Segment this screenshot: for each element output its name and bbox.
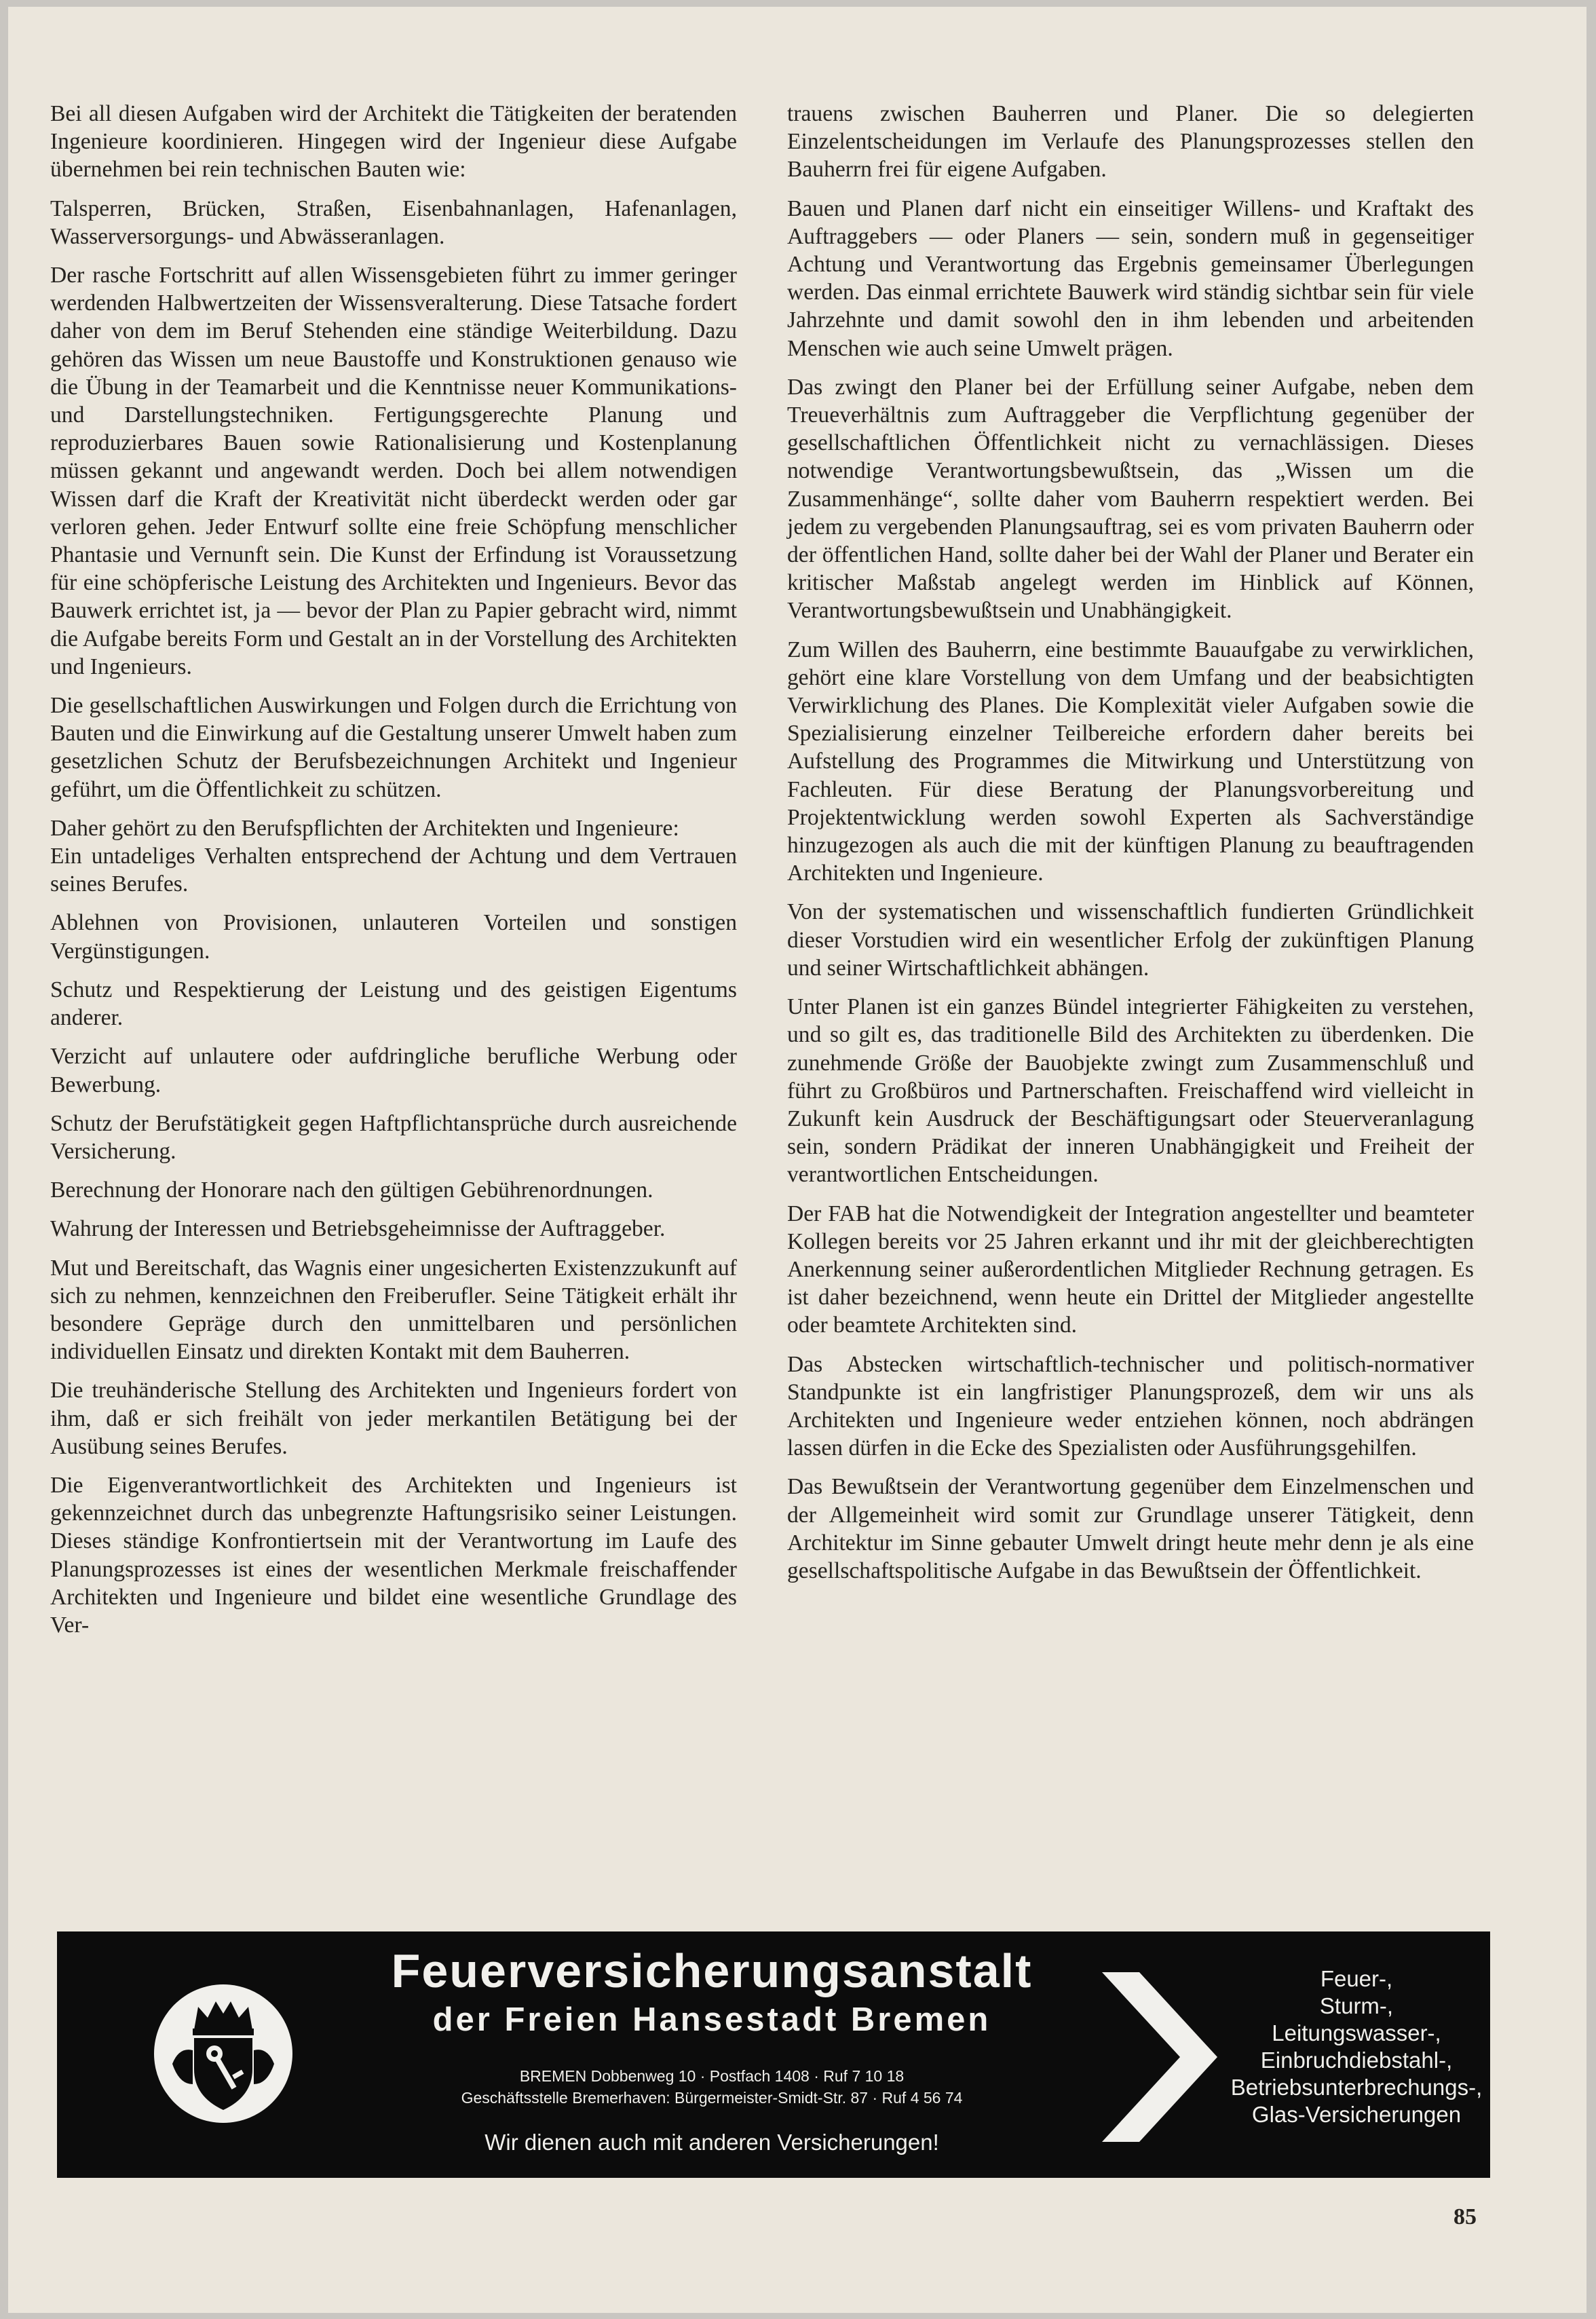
paragraph: Daher gehört zu den Berufspflichten der Architekten und Ingenieure: Ein untadeliges Verhalten entsprechend der Achtung und dem Vertrauen seines Berufes. [50, 815, 737, 897]
paragraph: Die treuhänderische Stellung des Architekten und Ingenieurs fordert von ihm, daß er sich freihält von jeder merkantilen Betätigung bei der Ausübung seines Berufes. [50, 1378, 737, 1459]
paragraph: Das Abstecken wirtschaftlich-technischer und politisch-normativer Standpunkte ist ein langfristiger Planungsprozeß, dem wir uns als Architekten und Ingenieure weder entziehen können, noch abdrängen lassen dürfen in die Ecke des Spezialisten oder Ausführungsgehilfen. [787, 1351, 1474, 1461]
paragraph: Unter Planen ist ein ganzes Bündel integrierter Fähigkeiten zu verstehen, und so gilt es, das traditionelle Bild des Architekten zu überdenken. Die zunehmende Größe der Bauobjekte zwingt zum Zusammenschluß und führt zu Großbüros und Partnerschaften. Freischaffend wird vielleicht in Zukunft kein Ausdruck der Beschäftigungsart oder Steuerveranlagung sein, sondern Prädikat der inneren Unabhängigkeit und Freiheit der verantwortlichen Entscheidungen. [787, 994, 1474, 1188]
paragraph: Wahrung der Interessen und Betriebsgeheimnisse der Auftraggeber. [50, 1216, 666, 1242]
paragraph: Schutz und Respektierung der Leistung und des geistigen Eigentums anderer. [50, 977, 737, 1031]
right-text-column [787, 100, 1474, 1596]
service-item: Leitungswasser-, [1272, 2020, 1441, 2045]
paragraph: Schutz der Berufstätigkeit gegen Haftpflichtansprüche durch ausreichende Versicherung. [50, 1110, 737, 1164]
page-number: 85 [1454, 2204, 1477, 2229]
paragraph: Von der systematischen und wissenschaftlich fundierten Gründlichkeit dieser Vorstudien wird ein wesentlicher Erfolg der zukünftigen Planung und seiner Wirtschaftlichkeit abhängen. [787, 899, 1474, 981]
slogan: Wir dienen auch mit anderen Versicherungen! [484, 2130, 939, 2155]
magazine-page [8, 7, 1586, 2313]
paragraph: Verzicht auf unlautere oder aufdringliche berufliche Werbung oder Bewerbung. [50, 1044, 737, 1097]
insurer-subtitle: der Freien Hansestadt Bremen [432, 2001, 991, 2038]
left-text-column [50, 100, 737, 1650]
paragraph: Ablehnen von Provisionen, unlauteren Vorteilen und sonstigen Vergünstigungen. [50, 910, 737, 964]
paragraph: Der FAB hat die Notwendigkeit der Integration angestellter und beamteter Kollegen bereits vor 25 Jahren erkannt und ihr mit der gleichberechtigten Anerkennung seiner außerordentlichen Mitglieder Rechnung getragen. Es ist daher bezeichnend, wenn heute ein Drittel der Mitglieder angestellte oder beamtete Architekten sind. [787, 1201, 1474, 1338]
paragraph: Das zwingt den Planer bei der Erfüllung seiner Aufgabe, neben dem Treueverhältnis zum Auftraggeber die Verpflichtung gegenüber der gesellschaftlichen Öffentlichkeit nicht zu vernachlässigen. Dieses notwendige Verantwortungsbewußtsein, das „Wissen um die Zusammenhänge“, sollte daher vom Bauherrn respektiert werden. Bei jedem zu vergebenden Planungsauftrag, sei es vom privaten Bauherrn oder der öffentlichen Hand, sollte daher bei der Wahl der Planer und Berater ein kritischer Maßstab angelegt werden im Hinblick auf Können, Verantwortungsbewußtsein und Unabhängigkeit. [787, 374, 1474, 624]
paragraph: Die gesellschaftlichen Auswirkungen und Folgen durch die Errichtung von Bauten und die Einwirkung auf die Gestaltung unserer Umwelt haben zum gesetzlichen Schutz der Berufsbezeichnungen Architekt und Ingenieur geführt, um die Öffentlichkeit zu schützen. [50, 693, 737, 802]
paragraph: Bauen und Planen darf nicht ein einseitiger Willens- und Kraftakt des Auftraggebers — oder Planers — sein, sondern muß in gegenseitiger Achtung und Verantwortung das Ergebnis gemeinsamer Überlegungen werden. Das einmal errichtete Bauwerk wird ständig sichtbar sein für viele Jahrzehnte und damit sowohl den in ihm lebenden und arbeitenden Menschen wie auch seine Umwelt prägen. [787, 195, 1474, 361]
service-item: Betriebsunterbrechungs-, [1230, 2075, 1483, 2100]
address-line: Geschäftsstelle Bremerhaven: Bürgermeister-Smidt-Str. 87 · Ruf 4 56 74 [461, 2089, 963, 2107]
paragraph: Zum Willen des Bauherrn, eine bestimmte Bauaufgabe zu verwirklichen, gehört eine klare Vorstellung von dem Umfang und der beabsichtigten Verwirklichung des Planes. Die Komplexität vieler Aufgaben sowie die Spezialisierung einzelner Teilbereiche erfordern daher bereits bei Aufstellung des Programmes die Mitwirkung und Unterstützung von Fachleuten. Für diese Beratung der Planungsvorbereitung und Projektentwicklung werden sowohl Experten als Sachverständige hinzugezogen als auch die mit der künftigen Planung zu beauftragenden Architekten und Ingenieure. [787, 637, 1474, 886]
insurance-advertisement [57, 1931, 1490, 2178]
service-item: Einbruchdiebstahl-, [1260, 2048, 1453, 2073]
paragraph: Der rasche Fortschritt auf allen Wissensgebieten führt zu immer geringer werdenden Halbwertzeiten der Wissensveralterung. Diese Tatsache fordert daher von dem im Beruf Stehenden eine ständige Weiterbildung. Dazu gehören das Wissen um neue Baustoffe und Konstruktionen genauso wie die Übung in der Teamarbeit und die Kenntnisse neuer Kommunikations- und Darstellungstechniken. Fertigungsgerechte Planung und reproduzierbares Bauen sowie Rationalisierung und Kostenplanung müssen gekannt und angewandt werden. Doch bei allem notwendigen Wissen darf die Kraft der Kreativität nicht überdeckt werden oder gar verloren gehen. Jeder Entwurf sollte eine freie Schöpfung menschlicher Phantasie und Vernunft sein. Die Kunst der Erfindung ist Voraussetzung für eine schöpferische Leistung des Architekten und Ingenieurs. Bevor das Bauwerk errichtet ist, ja — bevor der Plan zu Papier gebracht wird, nimmt die Aufgabe bereits Form und Gestalt an in der Vorstellung des Architekten und Ingenieurs. [50, 263, 737, 679]
paragraph: Berechnung der Honorare nach den gültigen Gebührenordnungen. [50, 1177, 653, 1203]
paragraph: Die Eigenverantwortlichkeit des Architekten und Ingenieurs ist gekennzeichnet durch das unbegrenzte Haftungsrisiko seiner Leistungen. Dieses ständige Konfrontiertsein mit der Verantwortung im Laufe des Planungsprozesses ist eines der wesentlichen Merkmale freischaffender Architekten und Ingenieure und bildet eine wesentliche Grundlage des Ver- [50, 1472, 737, 1638]
address-block [366, 2065, 1058, 2109]
service-item: Sturm-, [1319, 1993, 1394, 2018]
bremen-coat-of-arms-icon [152, 1982, 294, 2125]
insurer-name: Feuerversicherungsanstalt [391, 1944, 1033, 1997]
paragraph: Mut und Bereitschaft, das Wagnis einer ungesicherten Existenzzukunft auf sich zu nehmen, kennzeichnen den Freiberufler. Seine Tätigkeit erhält ihr besondere Gepräge durch den unmittelbaren und persönlichen individuellen Einsatz und direkten Kontakt mit dem Bauherren. [50, 1255, 737, 1365]
paragraph: trauens zwischen Bauherren und Planer. Die so delegierten Einzelentscheidungen im Verlaufe des Planungsprozesses stellen den Bauherrn frei für eigene Aufgaben. [787, 101, 1474, 183]
insurance-services-list [1197, 1965, 1516, 2128]
paragraph: Talsperren, Brücken, Straßen, Eisenbahnanlagen, Hafenanlagen, Wasserversorgungs- und Abwässeranlagen. [50, 195, 737, 249]
address-line: BREMEN Dobbenweg 10 · Postfach 1408 · Ruf 7 10 18 [519, 2067, 905, 2085]
paragraph: Das Bewußtsein der Verantwortung gegenüber dem Einzelmenschen und der Allgemeinheit wird somit zur Grundlage unserer Tätigkeit, denn Architektur im Sinne gebauter Umwelt dringt heute mehr denn je als eine gesellschaftspolitische Aufgabe in das Bewußtsein der Öffentlichkeit. [787, 1474, 1474, 1583]
service-item: Glas-Versicherungen [1251, 2102, 1462, 2127]
paragraph: Bei all diesen Aufgaben wird der Architekt die Tätigkeiten der beratenden Ingenieure koordinieren. Hingegen wird der Ingenieur diese Aufgabe übernehmen bei rein technischen Bauten wie: [50, 101, 737, 183]
service-item: Feuer-, [1320, 1966, 1393, 1991]
